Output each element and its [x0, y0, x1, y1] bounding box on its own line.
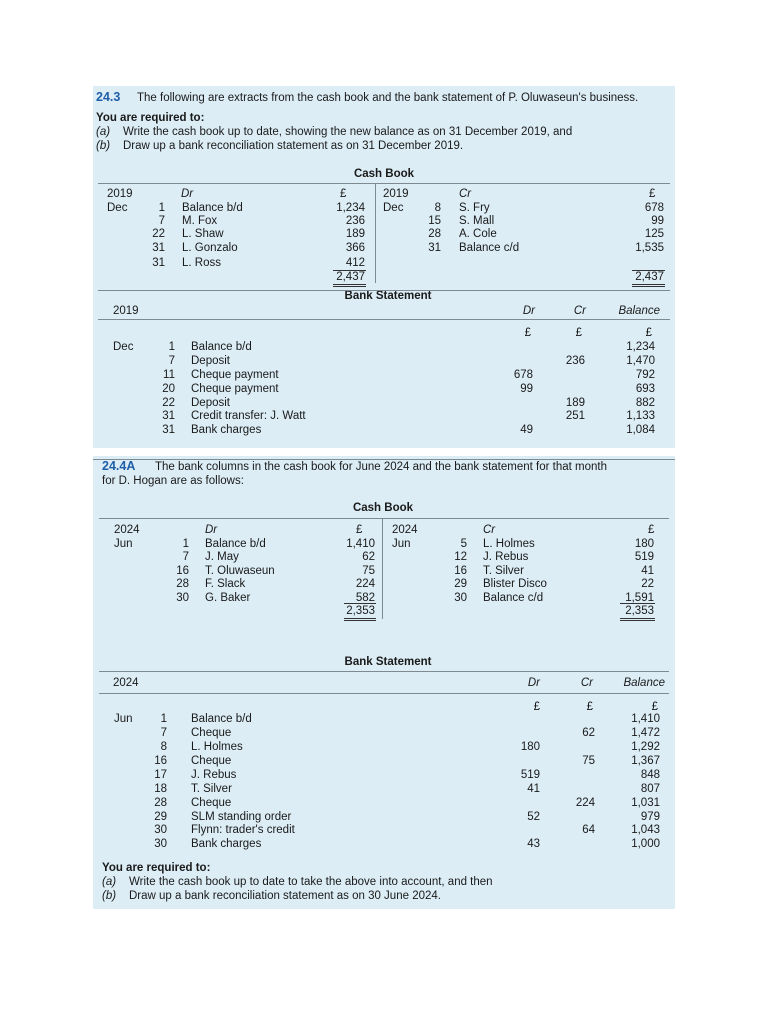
cashbook-divider	[375, 184, 376, 283]
required-heading: You are required to:	[96, 112, 205, 124]
bank-cur-dr: £	[533, 701, 540, 713]
row-amount: 1,410	[346, 538, 375, 550]
row-amount: 1,591	[625, 592, 654, 604]
requirement-b: Draw up a bank reconciliation statement as on 30 June 2024.	[129, 890, 441, 902]
cashbook-cr-currency: £	[648, 524, 655, 536]
row-day: 28	[428, 228, 441, 240]
row-dr: 678	[513, 369, 533, 381]
row-day: 1	[168, 341, 175, 353]
exercise-number: 24.4A	[102, 459, 136, 473]
row-description: L. Ross	[182, 257, 221, 269]
row-day: 16	[454, 565, 467, 577]
row-day: 18	[154, 783, 167, 795]
row-balance: 807	[640, 783, 660, 795]
bank-col-dr: Dr	[522, 305, 535, 317]
dr-total-double-rule	[344, 618, 376, 619]
row-day: 30	[154, 838, 167, 850]
row-cr: 64	[582, 824, 595, 836]
row-day: 30	[154, 824, 167, 836]
bank-col-balance: Balance	[623, 677, 665, 689]
bank-cur-cr: £	[586, 701, 593, 713]
row-description: Deposit	[191, 355, 230, 367]
dr-total-double-rule	[333, 284, 366, 285]
row-amount: 99	[651, 215, 664, 227]
row-balance: 1,133	[626, 410, 655, 422]
bank-statement-title: Bank Statement	[344, 656, 432, 668]
row-month: Dec	[383, 202, 404, 214]
row-amount: 180	[634, 538, 654, 550]
row-day: 1	[182, 538, 189, 550]
row-balance: 1,084	[626, 424, 655, 436]
row-description: J. Rebus	[483, 551, 529, 563]
row-day: 22	[162, 397, 175, 409]
row-cr: 236	[565, 355, 585, 367]
cashbook-cr-year: 2024	[392, 524, 418, 536]
row-day: 29	[454, 578, 467, 590]
row-description: Credit transfer: J. Watt	[191, 410, 306, 422]
row-description: S. Mall	[459, 215, 495, 227]
bank-col-balance: Balance	[618, 305, 660, 317]
row-description: Cheque	[191, 755, 232, 767]
requirement-a-letter: (a)	[102, 876, 117, 888]
row-day: 22	[152, 228, 165, 240]
row-day: 7	[182, 551, 189, 563]
row-amount: 678	[644, 202, 664, 214]
row-amount: 62	[362, 551, 375, 563]
row-description: M. Fox	[182, 215, 218, 227]
row-description: Cheque	[191, 797, 232, 809]
row-description: Balance b/d	[182, 202, 243, 214]
cashbook-dr-year: 2024	[114, 524, 140, 536]
row-amount: 1,535	[635, 242, 664, 254]
row-description: Balance b/d	[191, 713, 252, 725]
exercise-24-3-panel	[93, 86, 675, 448]
row-description: J. May	[205, 551, 239, 563]
row-description: Cheque	[191, 727, 232, 739]
row-day: 7	[168, 355, 175, 367]
row-balance: 792	[635, 369, 655, 381]
row-dr: 43	[527, 838, 540, 850]
cashbook-cr-total: 2,353	[625, 605, 654, 617]
cr-total-double-rule	[632, 284, 665, 285]
row-day: 31	[152, 257, 165, 269]
row-description: Balance c/d	[483, 592, 544, 604]
row-balance: 1,367	[631, 755, 660, 767]
row-balance: 1,292	[631, 741, 660, 753]
row-day: 12	[454, 551, 467, 563]
cr-total-double-rule	[620, 618, 655, 619]
row-month: Jun	[114, 538, 133, 550]
bank-top-rule	[99, 671, 669, 672]
row-description: Balance b/d	[191, 341, 252, 353]
row-balance: 1,470	[626, 355, 655, 367]
row-dr: 180	[520, 741, 540, 753]
cashbook-dr-total: 2,437	[336, 271, 365, 283]
cashbook-dr-label: Dr	[181, 188, 194, 200]
row-day: 30	[176, 592, 189, 604]
requirement-b-letter: (b)	[102, 890, 117, 902]
row-amount: 236	[345, 215, 365, 227]
row-amount: 75	[362, 565, 375, 577]
cashbook-dr-currency: £	[340, 188, 347, 200]
requirement-b: Draw up a bank reconciliation statement as on 31 December 2019.	[123, 140, 464, 152]
exercise-intro-line-1: The bank columns in the cash book for June 2024 and the bank statement for that month	[155, 461, 607, 473]
row-day: 30	[454, 592, 467, 604]
cashbook-dr-label: Dr	[205, 524, 218, 536]
row-day: 1	[158, 202, 165, 214]
row-description: Balance c/d	[459, 242, 520, 254]
row-description: SLM standing order	[191, 811, 292, 823]
row-day: 7	[158, 215, 165, 227]
cashbook-top-rule	[98, 183, 670, 184]
row-balance: 979	[640, 811, 660, 823]
row-balance: 1,234	[626, 341, 655, 353]
row-month: Dec	[107, 202, 128, 214]
row-day: 5	[460, 538, 467, 550]
cashbook-cr-total: 2,437	[635, 271, 664, 283]
row-amount: 189	[345, 228, 365, 240]
row-day: 8	[160, 741, 167, 753]
cashbook-cr-label: Cr	[483, 524, 496, 536]
row-balance: 882	[635, 397, 655, 409]
bank-cur-dr: £	[524, 327, 531, 339]
row-day: 31	[162, 424, 175, 436]
row-description: Bank charges	[191, 838, 262, 850]
requirement-a: Write the cash book up to date to take the above into account, and then	[129, 876, 493, 888]
row-description: L. Holmes	[191, 741, 243, 753]
bank-cur-balance: £	[651, 701, 658, 713]
row-month: Dec	[113, 341, 134, 353]
row-description: T. Silver	[191, 783, 232, 795]
bank-header-rule	[98, 319, 670, 320]
row-day: 16	[154, 755, 167, 767]
row-dr: 41	[527, 783, 540, 795]
requirement-a: Write the cash book up to date, showing the new balance as on 31 December 2019, and	[123, 126, 573, 138]
row-amount: 366	[345, 242, 365, 254]
cashbook-title: Cash Book	[353, 168, 415, 180]
row-description: L. Shaw	[182, 228, 224, 240]
row-day: 31	[162, 410, 175, 422]
row-balance: 848	[640, 769, 660, 781]
exercise-intro-line-2: for D. Hogan are as follows:	[102, 475, 244, 487]
cashbook-divider	[382, 519, 383, 619]
bank-cur-balance: £	[645, 327, 652, 339]
row-balance: 1,031	[631, 797, 660, 809]
requirement-a-letter: (a)	[96, 126, 111, 138]
required-heading: You are required to:	[102, 862, 211, 874]
row-description: Deposit	[191, 397, 230, 409]
row-dr: 99	[520, 383, 533, 395]
row-description: Cheque payment	[191, 369, 279, 381]
requirement-b-letter: (b)	[96, 140, 111, 152]
row-amount: 125	[644, 228, 664, 240]
row-description: S. Fry	[459, 202, 490, 214]
row-day: 16	[176, 565, 189, 577]
row-description: T. Oluwaseun	[205, 565, 275, 577]
row-amount: 41	[641, 565, 654, 577]
exercise-24-4a-panel	[93, 456, 675, 909]
row-description: Cheque payment	[191, 383, 279, 395]
row-month: Jun	[114, 713, 133, 725]
row-dr: 519	[520, 769, 540, 781]
bank-year: 2024	[113, 677, 139, 689]
bank-statement-title: Bank Statement	[344, 290, 432, 302]
row-balance: 1,043	[631, 824, 660, 836]
row-description: Bank charges	[191, 424, 262, 436]
row-description: A. Cole	[459, 228, 497, 240]
row-amount: 1,234	[336, 202, 365, 214]
row-amount: 224	[355, 578, 375, 590]
row-cr: 251	[565, 410, 585, 422]
bank-col-dr: Dr	[527, 677, 540, 689]
cashbook-cr-currency: £	[649, 188, 656, 200]
row-description: F. Slack	[205, 578, 246, 590]
cashbook-top-rule	[99, 518, 669, 519]
bank-year: 2019	[113, 305, 139, 317]
row-balance: 1,472	[631, 727, 660, 739]
row-day: 20	[162, 383, 175, 395]
cashbook-title: Cash Book	[352, 502, 414, 514]
row-day: 17	[154, 769, 167, 781]
row-amount: 412	[345, 257, 365, 269]
cashbook-cr-label: Cr	[459, 188, 472, 200]
row-description: G. Baker	[205, 592, 251, 604]
row-description: Flynn: trader's credit	[191, 824, 295, 836]
row-description: L. Gonzalo	[182, 242, 238, 254]
row-cr: 224	[575, 797, 595, 809]
cashbook-dr-currency: £	[356, 524, 363, 536]
cashbook-dr-total: 2,353	[346, 605, 375, 617]
row-day: 31	[152, 242, 165, 254]
exercise-number: 24.3	[96, 90, 121, 104]
row-dr: 49	[520, 424, 533, 436]
row-balance: 1,410	[631, 713, 660, 725]
row-description: T. Silver	[483, 565, 524, 577]
row-balance: 1,000	[631, 838, 660, 850]
row-amount: 582	[355, 592, 375, 604]
row-amount: 519	[634, 551, 654, 563]
row-description: L. Holmes	[483, 538, 535, 550]
bank-cur-cr: £	[575, 327, 582, 339]
row-day: 11	[163, 369, 175, 381]
row-day: 8	[434, 202, 441, 214]
row-day: 28	[154, 797, 167, 809]
row-balance: 693	[635, 383, 655, 395]
row-description: Balance b/d	[205, 538, 266, 550]
bank-col-cr: Cr	[573, 305, 586, 317]
cashbook-dr-year: 2019	[107, 188, 133, 200]
row-day: 29	[154, 811, 167, 823]
row-cr: 75	[582, 755, 595, 767]
row-dr: 52	[527, 811, 540, 823]
exercise-intro: The following are extracts from the cash book and the bank statement of P. Oluwaseun's business.	[137, 92, 639, 104]
row-day: 1	[160, 713, 167, 725]
bank-col-cr: Cr	[580, 677, 593, 689]
row-day: 28	[176, 578, 189, 590]
bank-header-rule	[99, 693, 669, 694]
row-day: 7	[160, 727, 167, 739]
row-description: J. Rebus	[191, 769, 237, 781]
row-day: 31	[428, 242, 441, 254]
bank-top-rule	[98, 290, 670, 291]
row-cr: 62	[582, 727, 595, 739]
row-amount: 22	[641, 578, 654, 590]
row-month: Jun	[392, 538, 411, 550]
row-cr: 189	[565, 397, 585, 409]
row-description: Blister Disco	[483, 578, 547, 590]
cashbook-cr-year: 2019	[383, 188, 409, 200]
row-day: 15	[428, 215, 441, 227]
